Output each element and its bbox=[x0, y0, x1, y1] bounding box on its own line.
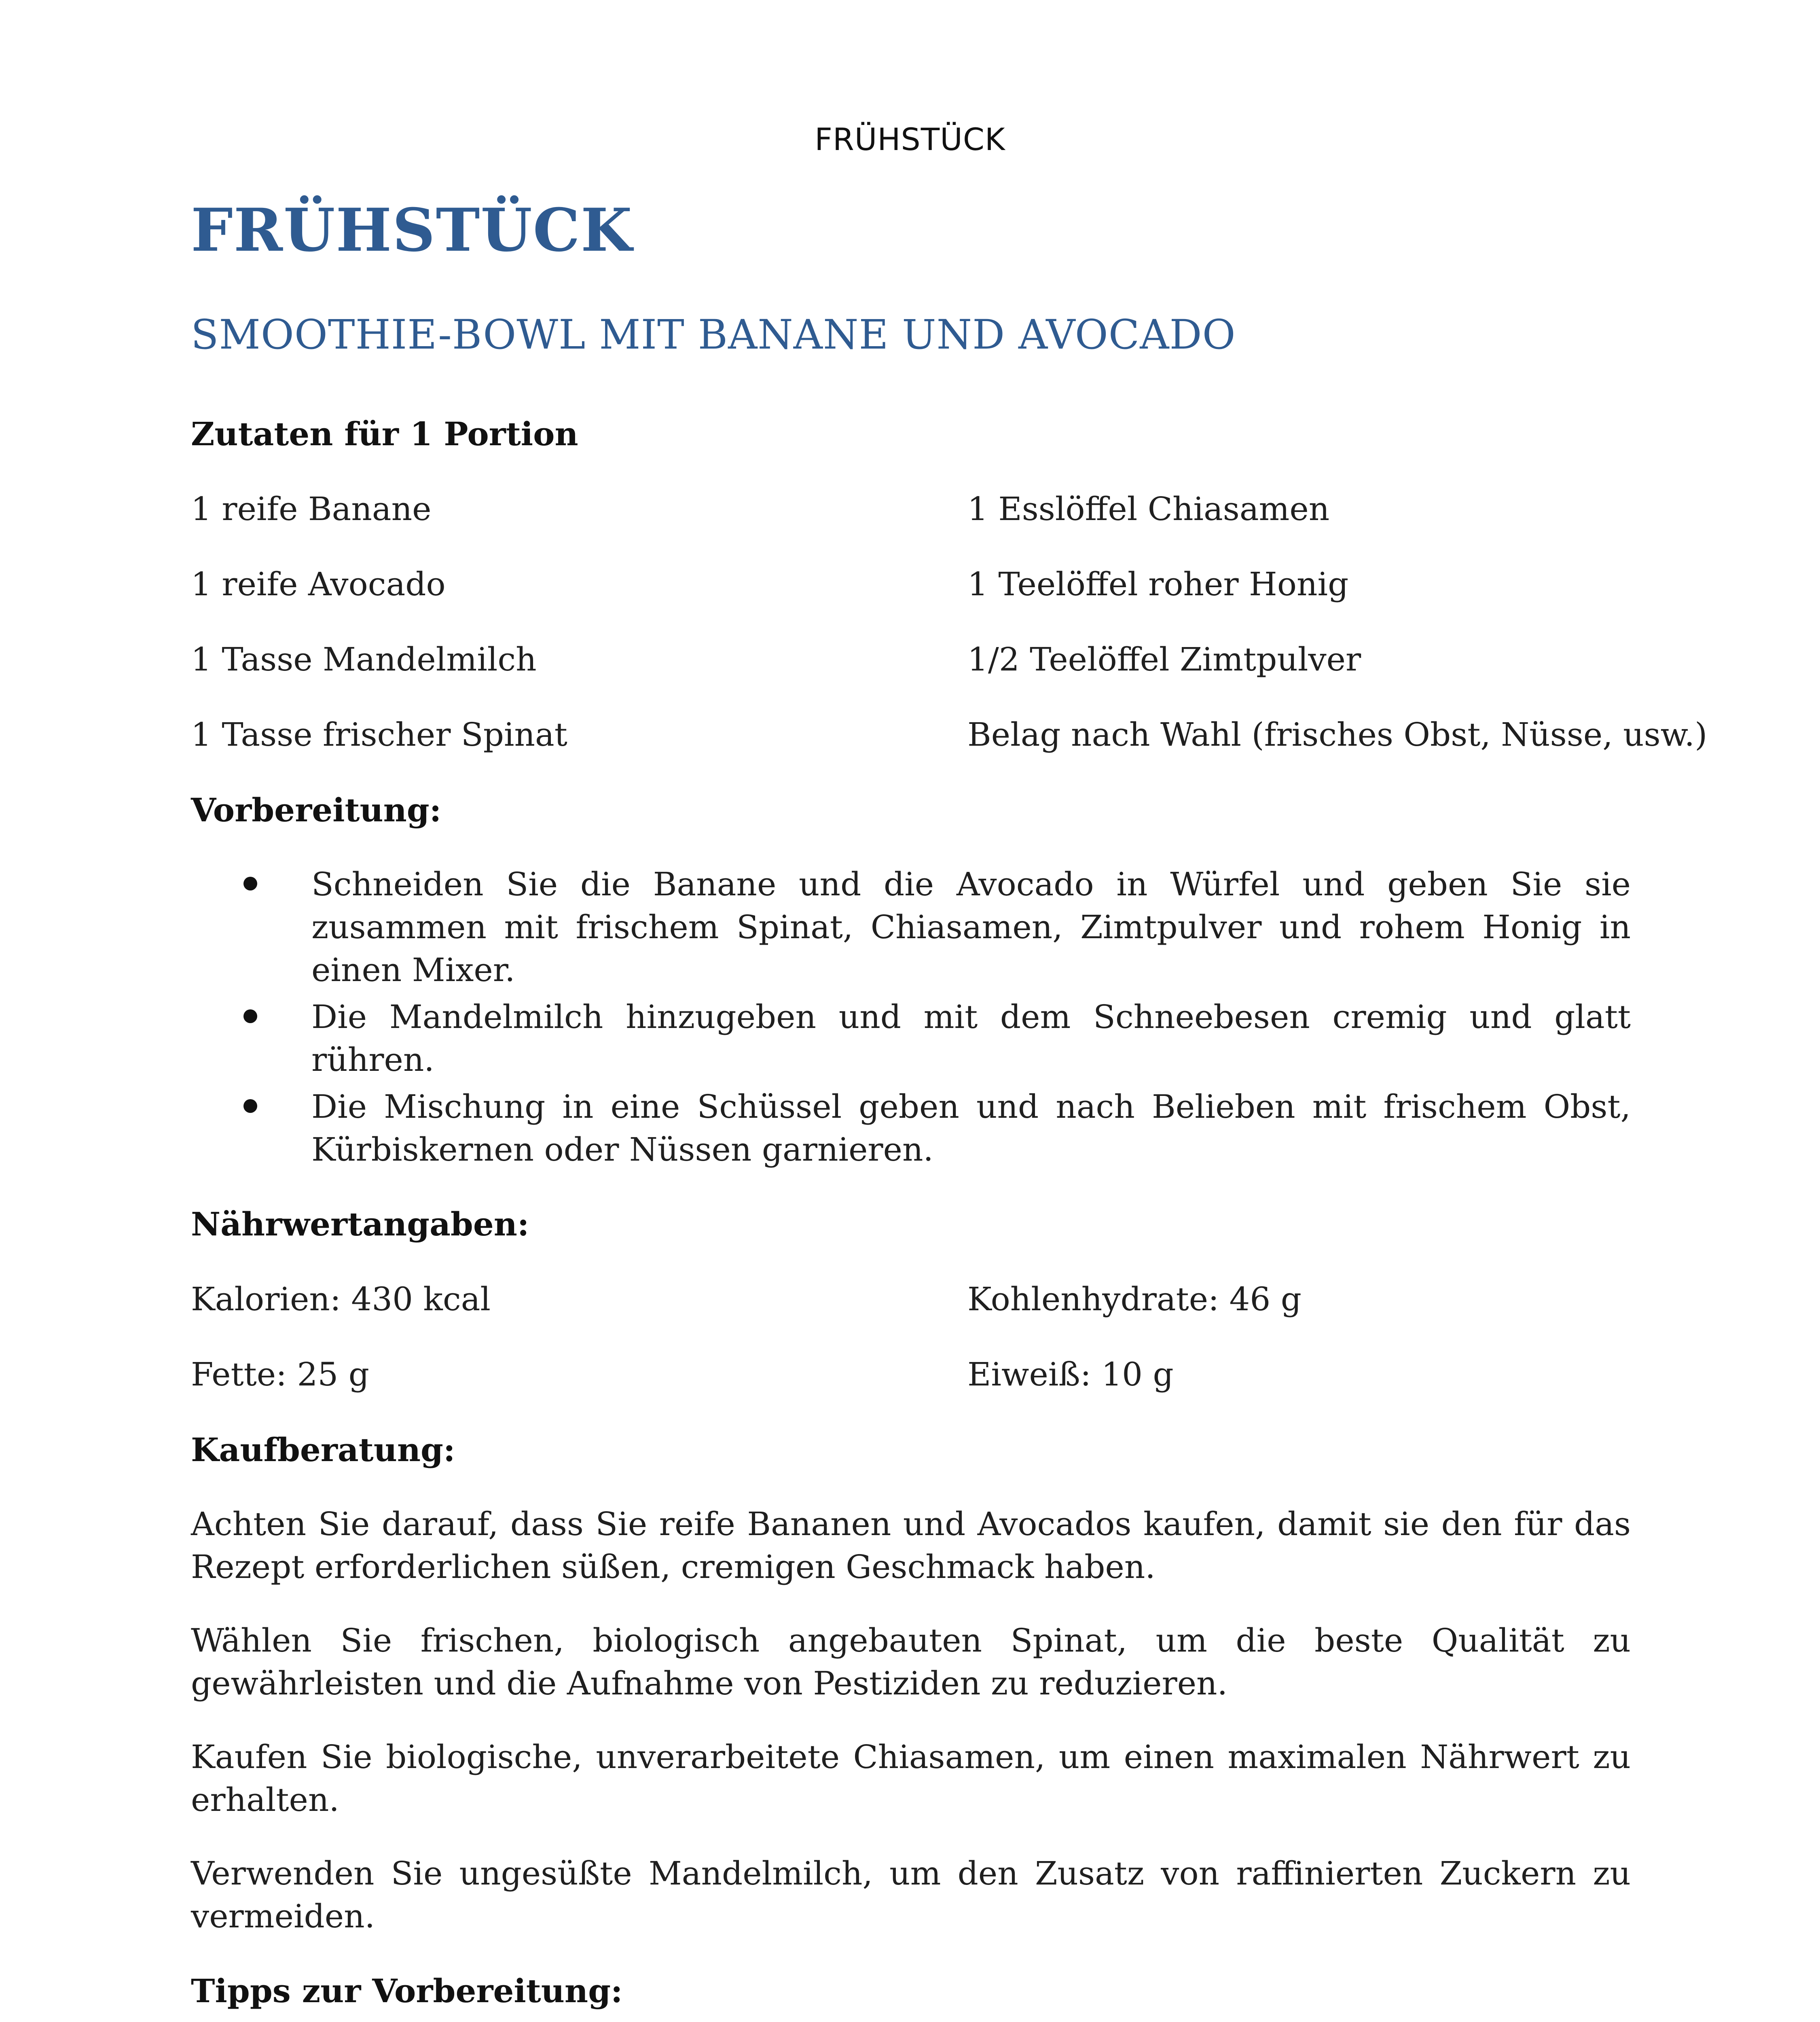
step-text: Die Mischung in eine Schüssel geben und nach Belieben mit frischem Obst, Kürbiskernen oder Nüssen garnieren. bbox=[311, 1088, 1631, 1168]
list-item bbox=[191, 1085, 1631, 1171]
tips-heading: Tipps zur Vorbereitung: bbox=[191, 1972, 623, 2010]
step-text: Die Mandelmilch hinzugeben und mit dem Schneebesen cremig und glatt rühren. bbox=[311, 998, 1631, 1079]
nutrition-item: Kalorien: 430 kcal bbox=[191, 1280, 491, 1318]
ingredient-item: 1 Teelöffel roher Honig bbox=[967, 565, 1349, 603]
ingredient-item: Belag nach Wahl (frisches Obst, Nüsse, usw.) bbox=[967, 716, 1708, 753]
ingredient-item: 1 Tasse frischer Spinat bbox=[191, 716, 567, 753]
preparation-heading: Vorbereitung: bbox=[191, 791, 442, 829]
ingredient-item: 1 Tasse Mandelmilch bbox=[191, 641, 537, 678]
buying-advice-paragraph: Wählen Sie frischen, biologisch angebauten Spinat, um die beste Qualität zu gewährleisten und die Aufnahme von Pestiziden zu reduzieren. bbox=[191, 1622, 1631, 1702]
buying-advice-paragraph: Achten Sie darauf, dass Sie reife Bananen und Avocados kaufen, damit sie den für das Rezept erforderlichen süßen, cremigen Geschmack haben. bbox=[191, 1505, 1631, 1586]
buying-advice-paragraph: Verwenden Sie ungesüßte Mandelmilch, um den Zusatz von raffinierten Zuckern zu vermeiden. bbox=[191, 1855, 1631, 1935]
chapter-title: FRÜHSTÜCK bbox=[191, 196, 633, 265]
recipe-title: SMOOTHIE-BOWL MIT BANANE UND AVOCADO bbox=[191, 311, 1236, 358]
ingredients-list bbox=[191, 487, 1708, 757]
ingredient-item: 1 reife Banane bbox=[191, 490, 432, 528]
bullet-icon bbox=[243, 877, 257, 890]
nutrition-item: Eiweiß: 10 g bbox=[967, 1356, 1174, 1393]
page-content bbox=[191, 190, 1708, 2022]
list-item bbox=[191, 996, 1631, 1081]
buying-advice-heading: Kaufberatung: bbox=[191, 1431, 455, 1469]
nutrition-item: Kohlenhydrate: 46 g bbox=[967, 1280, 1302, 1318]
running-header: FRÜHSTÜCK bbox=[815, 121, 1005, 157]
nutrition-item: Fette: 25 g bbox=[191, 1356, 369, 1393]
preparation-steps bbox=[191, 863, 1631, 1171]
list-item bbox=[191, 863, 1631, 992]
step-text: Schneiden Sie die Banane und die Avocado in Würfel und geben Sie sie zusammen mit frischem Spinat, Chiasamen, Zimtpulver und rohem Honig in einen Mixer. bbox=[311, 865, 1631, 989]
nutrition-facts bbox=[191, 1277, 1631, 1397]
ingredients-heading: Zutaten für 1 Portion bbox=[191, 415, 578, 453]
bullet-icon bbox=[243, 1009, 257, 1023]
nutrition-heading: Nährwertangaben: bbox=[191, 1205, 529, 1243]
ingredient-item: 1 reife Avocado bbox=[191, 565, 446, 603]
bullet-icon bbox=[243, 1099, 257, 1113]
ingredient-item: 1 Esslöffel Chiasamen bbox=[967, 490, 1330, 528]
ingredient-item: 1/2 Teelöffel Zimtpulver bbox=[967, 641, 1361, 678]
buying-advice-paragraph: Kaufen Sie biologische, unverarbeitete Chiasamen, um einen maximalen Nährwert zu erhalten. bbox=[191, 1738, 1631, 1819]
